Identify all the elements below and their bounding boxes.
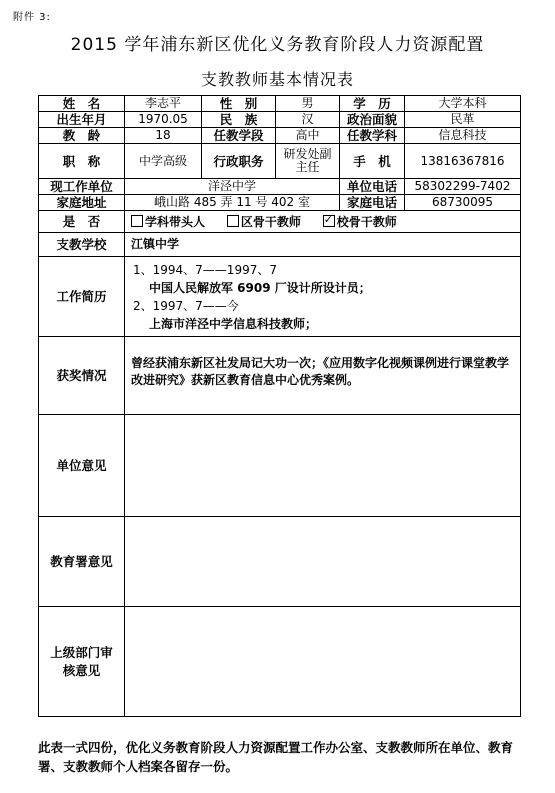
- checkbox-checked-icon: [323, 215, 335, 227]
- role-options: [125, 211, 521, 233]
- professional-title-label: 职 称: [39, 144, 125, 179]
- ethnic-label: 民 族: [202, 112, 276, 128]
- birth-label: 出生年月: [39, 112, 125, 128]
- work-unit-label: 现工作单位: [39, 179, 125, 195]
- teaching-age-label: 教 龄: [39, 128, 125, 144]
- superior-opinion-area[interactable]: [125, 607, 521, 717]
- page-subtitle: 支教教师基本情况表: [200, 70, 354, 89]
- unit-opinion-area[interactable]: [125, 415, 521, 517]
- birth-value: 1970.05: [125, 112, 202, 128]
- home-address-value: 峨山路 485 弄 11 号 402 室: [125, 195, 340, 211]
- name-value: 李志平: [125, 96, 202, 112]
- teaching-subject-label: 任教学科: [340, 128, 405, 144]
- unit-opinion-label: 单位意见: [39, 415, 125, 517]
- support-school-value: 江镇中学: [125, 233, 521, 257]
- home-address-label: 家庭地址: [39, 195, 125, 211]
- attachment-label: 附件 3:: [13, 12, 51, 23]
- home-phone-value: 68730095: [405, 195, 521, 211]
- mobile-value: 13816367816: [405, 144, 521, 179]
- resume-line: 1、1994、7——1997、7: [133, 262, 277, 277]
- teaching-subject-value: 信息科技: [405, 128, 521, 144]
- option-school-backbone[interactable]: ✓ 校骨干教师: [323, 215, 397, 229]
- footer-note: 此表一式四份，优化义务教育阶段人力资源配置工作办公室、支教教师所在单位、教育署、支教教师个人档案各留存一份。: [38, 740, 514, 774]
- awards-content: [125, 337, 521, 415]
- name-label: 姓 名: [39, 96, 125, 112]
- resume-content: [125, 257, 521, 337]
- resume-line: 2、1997、7——今: [133, 298, 239, 313]
- education-label: 学 历: [340, 96, 405, 112]
- resume-label: 工作简历: [39, 257, 125, 337]
- work-unit-value: 洋泾中学: [125, 179, 340, 195]
- professional-title-value: 中学高级: [125, 144, 202, 179]
- resume-line: 中国人民解放军 6909 厂设计所设计员；: [149, 280, 371, 295]
- politics-value: 民革: [405, 112, 521, 128]
- option-district-backbone[interactable]: 区骨干教师: [227, 215, 301, 229]
- superior-opinion-label: 上级部门审核意见: [39, 607, 125, 717]
- unit-phone-label: 单位电话: [340, 179, 405, 195]
- politics-label: 政治面貌: [340, 112, 405, 128]
- edu-office-opinion-label: 教育署意见: [39, 517, 125, 607]
- page-title: 2015 学年浦东新区优化义务教育阶段人力资源配置: [70, 35, 485, 55]
- awards-text: 曾经获浦东新区社发局记大功一次；《应用数字化视频课例进行课堂教学改进研究》获新区教育信息中心优秀案例。: [131, 356, 510, 387]
- option-subject-leader[interactable]: 学科带头人: [131, 215, 205, 229]
- support-school-label: 支教学校: [39, 233, 125, 257]
- gender-value: 男: [276, 96, 340, 112]
- teaching-stage-value: 高中: [276, 128, 340, 144]
- resume-line: 上海市洋泾中学信息科技教师；: [149, 316, 318, 331]
- teaching-stage-label: 任教学段: [202, 128, 276, 144]
- teacher-info-table: [38, 95, 521, 717]
- admin-position-label: 行政职务: [202, 144, 276, 179]
- awards-label: 获奖情况: [39, 337, 125, 415]
- admin-position-value: 研发处副主任: [276, 144, 340, 179]
- teaching-age-value: 18: [125, 128, 202, 144]
- edu-office-opinion-area[interactable]: [125, 517, 521, 607]
- mobile-label: 手 机: [340, 144, 405, 179]
- ethnic-value: 汉: [276, 112, 340, 128]
- role-label: 是 否: [39, 211, 125, 233]
- home-phone-label: 家庭电话: [340, 195, 405, 211]
- unit-phone-value: 58302299-7402: [405, 179, 521, 195]
- education-value: 大学本科: [405, 96, 521, 112]
- checkbox-unchecked-icon: [131, 215, 143, 227]
- gender-label: 性 别: [202, 96, 276, 112]
- checkbox-unchecked-icon: [227, 215, 239, 227]
